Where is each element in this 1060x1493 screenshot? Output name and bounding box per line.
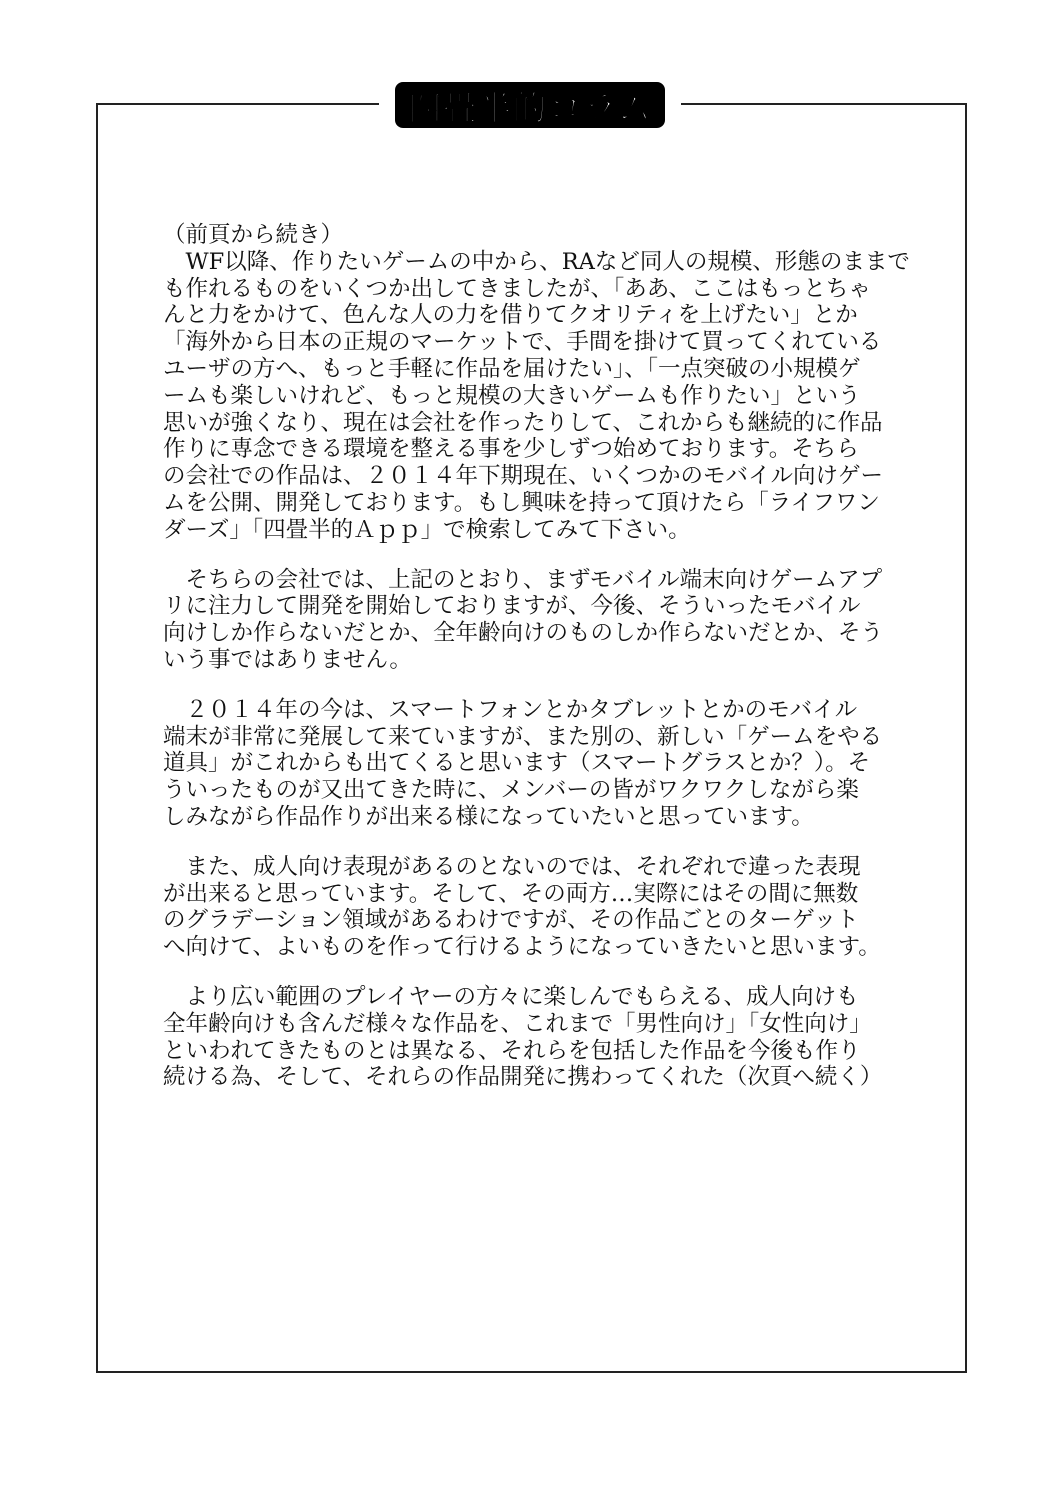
text-line: 全年齢向けも含んだ様々な作品を、これまで「男性向け」「女性向け」 [163, 1010, 872, 1037]
text-line: といわれてきたものとは異なる、それらを包括した作品を今後も作り [163, 1037, 861, 1064]
text-line: いう事ではありません。 [163, 646, 412, 673]
paragraph [163, 854, 883, 961]
paragraph [163, 697, 883, 831]
text-line: 端末が非常に発展して来ていますが、また別の、新しい「ゲームをやる [163, 723, 883, 750]
text-line: 続ける為、そして、それらの作品開発に携わってくれた（次頁へ続く） [163, 1064, 883, 1091]
column-title-logo [395, 82, 665, 128]
text-line: しみながら作品作りが出来る様になっていたいと思っています。 [163, 803, 814, 830]
text-line: のグラデーション領域があるわけですが、その作品ごとのターゲット [163, 907, 859, 934]
text-line: 作りに専念できる環境を整える事を少しずつ始めております。そちら [163, 436, 859, 463]
text-line: ユーザの方へ、もっと手軽に作品を届けたい」、「一点突破の小規模ゲ [163, 355, 861, 382]
text-line: んと力をかけて、色んな人の力を借りてクオリティを上げたい」とか [163, 302, 858, 329]
text-line: ういったものが又出てきた時に、メンバーの皆がワクワクしながら楽 [163, 777, 859, 804]
text-line: 向けしか作らないだとか、全年齢向けのものしか作らないだとか、そう [163, 620, 884, 647]
text-line: そちらの会社では、上記のとおり、まずモバイル端末向けゲームアプ [163, 566, 883, 593]
text-line: （前頁から続き） [163, 222, 344, 248]
text-line: が出来ると思っています。そして、その両方…実際にはその間に無数 [163, 880, 859, 907]
text-line: WF以降、作りたいゲームの中から、RAなど同人の規模、形態のままで [163, 248, 910, 275]
text-line: ２０１４年の今は、スマートフォンとかタブレットとかのモバイル [163, 696, 858, 723]
text-line: の会社での作品は、２０１４年下期現在、いくつかのモバイル向けゲー [163, 463, 884, 490]
text-line: 思いが強くなり、現在は会社を作ったりして、これからも継続的に作品 [163, 409, 883, 436]
text-line: ームも楽しいけれど、もっと規模の大きいゲームも作りたい」という [163, 382, 861, 409]
frame-top-line-left [96, 103, 379, 105]
paragraph [163, 222, 910, 544]
text-line: 「海外から日本の正規のマーケットで、手間を掛けて買ってくれている [163, 329, 882, 356]
paragraph [163, 567, 883, 674]
text-line: より広い範囲のプレイヤーの方々に楽しんでもらえる、成人向けも [163, 983, 859, 1010]
column-body [163, 222, 910, 1114]
text-line: も作れるものをいくつか出してきましたが、「ああ、ここはもっとちゃ [163, 275, 871, 302]
text-line: ムを公開、開発しております。もし興味を持って頂けたら「ライフワン [163, 489, 880, 516]
text-line: ダーズ」「四畳半的Ａｐｐ」で検索してみて下さい。 [163, 516, 691, 543]
text-line: また、成人向け表現があるのとないのでは、それぞれで違った表現 [163, 853, 861, 880]
text-line: へ向けて、よいものを作って行けるようになっていきたいと思います。 [163, 934, 881, 961]
text-line: リに注力して開発を開始しておりますが、今後、そういったモバイル [163, 593, 861, 620]
text-line: 道具」がこれからも出てくると思います（スマートグラスとか？）。そ [163, 750, 871, 777]
column-title: 四畳半的コラム [407, 88, 653, 129]
paragraph [163, 984, 883, 1091]
frame-top-line-right [681, 103, 965, 105]
